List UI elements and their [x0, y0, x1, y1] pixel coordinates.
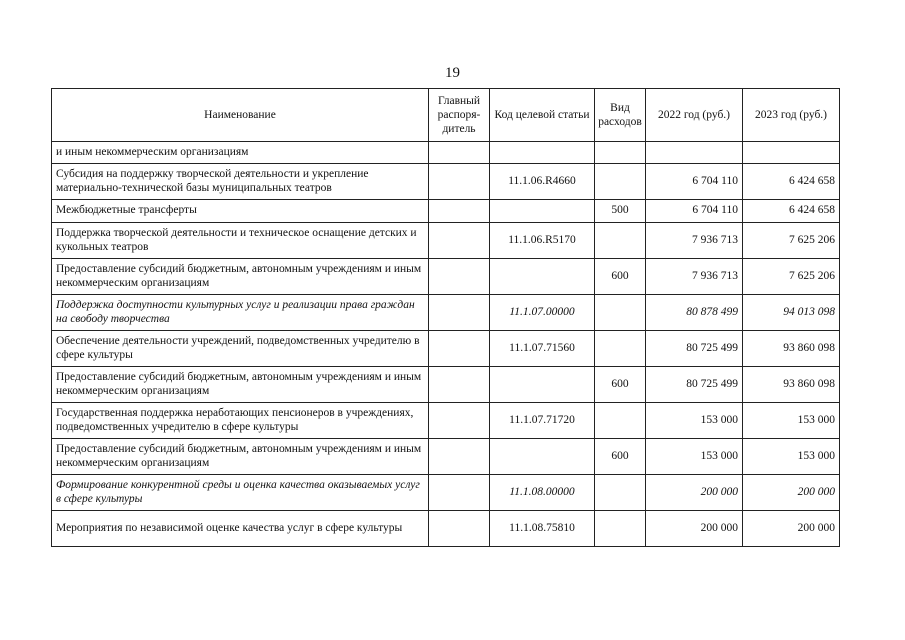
cell-year-2023: 94 013 098	[743, 295, 840, 331]
cell-year-2022: 200 000	[646, 511, 743, 547]
table-row	[52, 439, 840, 475]
cell-year-2022: 7 936 713	[646, 259, 743, 295]
table-row	[52, 142, 840, 164]
cell-target-code: 11.1.07.00000	[490, 295, 595, 331]
header-target-code: Код целевой статьи	[490, 89, 595, 142]
cell-target-code	[490, 200, 595, 223]
cell-main-manager	[429, 164, 490, 200]
header-main-manager: Главный распоря-дитель	[429, 89, 490, 142]
table-header-row	[52, 89, 840, 142]
cell-main-manager	[429, 511, 490, 547]
cell-expense-type	[595, 223, 646, 259]
cell-year-2023	[743, 142, 840, 164]
table-row	[52, 164, 840, 200]
cell-target-code: 11.1.07.71720	[490, 403, 595, 439]
cell-expense-type: 600	[595, 367, 646, 403]
table-row	[52, 511, 840, 547]
table-row	[52, 295, 840, 331]
cell-year-2022: 200 000	[646, 475, 743, 511]
cell-expense-type	[595, 475, 646, 511]
cell-year-2023: 200 000	[743, 475, 840, 511]
table-row	[52, 200, 840, 223]
cell-expense-type: 600	[595, 259, 646, 295]
cell-target-code: 11.1.07.71560	[490, 331, 595, 367]
cell-main-manager	[429, 367, 490, 403]
cell-name: Предоставление субсидий бюджетным, автономным учреждениям и иным некоммерческим организациям	[52, 259, 429, 295]
cell-year-2023: 153 000	[743, 403, 840, 439]
cell-main-manager	[429, 439, 490, 475]
cell-year-2022: 80 725 499	[646, 331, 743, 367]
page-number: 19	[445, 65, 460, 81]
table-row	[52, 403, 840, 439]
cell-main-manager	[429, 142, 490, 164]
cell-year-2023: 6 424 658	[743, 200, 840, 223]
header-year-2022: 2022 год (руб.)	[646, 89, 743, 142]
cell-year-2022	[646, 142, 743, 164]
cell-main-manager	[429, 223, 490, 259]
cell-target-code: 11.1.06.R5170	[490, 223, 595, 259]
table-row	[52, 259, 840, 295]
table-row	[52, 223, 840, 259]
cell-name: Государственная поддержка неработающих пенсионеров в учреждениях, подведомственных учредителю в сфере культуры	[52, 403, 429, 439]
cell-target-code: 11.1.08.00000	[490, 475, 595, 511]
table-row	[52, 367, 840, 403]
cell-main-manager	[429, 403, 490, 439]
cell-expense-type	[595, 142, 646, 164]
cell-target-code	[490, 142, 595, 164]
cell-main-manager	[429, 295, 490, 331]
cell-year-2022: 153 000	[646, 403, 743, 439]
cell-expense-type	[595, 511, 646, 547]
cell-name: Предоставление субсидий бюджетным, автономным учреждениям и иным некоммерческим организациям	[52, 367, 429, 403]
budget-table	[51, 88, 840, 547]
cell-year-2023: 153 000	[743, 439, 840, 475]
header-expense-type: Вид расходов	[595, 89, 646, 142]
cell-expense-type	[595, 295, 646, 331]
cell-main-manager	[429, 200, 490, 223]
cell-year-2022: 80 725 499	[646, 367, 743, 403]
cell-name: Поддержка доступности культурных услуг и реализации права граждан на свободу творчества	[52, 295, 429, 331]
cell-name: Предоставление субсидий бюджетным, автономным учреждениям и иным некоммерческим организациям	[52, 439, 429, 475]
cell-name: Субсидия на поддержку творческой деятельности и укрепление материально-технической базы муниципальных театров	[52, 164, 429, 200]
cell-target-code: 11.1.06.R4660	[490, 164, 595, 200]
cell-year-2023: 93 860 098	[743, 331, 840, 367]
table-row	[52, 475, 840, 511]
header-year-2023: 2023 год (руб.)	[743, 89, 840, 142]
cell-name: Обеспечение деятельности учреждений, подведомственных учредителю в сфере культуры	[52, 331, 429, 367]
cell-name: и иным некоммерческим организациям	[52, 142, 429, 164]
header-name: Наименование	[52, 89, 429, 142]
cell-target-code	[490, 439, 595, 475]
cell-year-2023: 93 860 098	[743, 367, 840, 403]
cell-main-manager	[429, 331, 490, 367]
cell-target-code	[490, 259, 595, 295]
cell-expense-type: 600	[595, 439, 646, 475]
cell-expense-type	[595, 403, 646, 439]
cell-main-manager	[429, 475, 490, 511]
cell-expense-type: 500	[595, 200, 646, 223]
cell-expense-type	[595, 331, 646, 367]
table-row	[52, 331, 840, 367]
cell-year-2023: 7 625 206	[743, 223, 840, 259]
cell-name: Формирование конкурентной среды и оценка качества оказываемых услуг в сфере культуры	[52, 475, 429, 511]
cell-expense-type	[595, 164, 646, 200]
cell-year-2022: 80 878 499	[646, 295, 743, 331]
cell-target-code	[490, 367, 595, 403]
cell-year-2022: 153 000	[646, 439, 743, 475]
cell-main-manager	[429, 259, 490, 295]
cell-year-2022: 6 704 110	[646, 164, 743, 200]
cell-target-code: 11.1.08.75810	[490, 511, 595, 547]
cell-year-2022: 6 704 110	[646, 200, 743, 223]
cell-name: Мероприятия по независимой оценке качества услуг в сфере культуры	[52, 511, 429, 547]
cell-year-2023: 6 424 658	[743, 164, 840, 200]
cell-year-2023: 7 625 206	[743, 259, 840, 295]
cell-name: Межбюджетные трансферты	[52, 200, 429, 223]
cell-year-2022: 7 936 713	[646, 223, 743, 259]
cell-year-2023: 200 000	[743, 511, 840, 547]
cell-name: Поддержка творческой деятельности и техническое оснащение детских и кукольных театров	[52, 223, 429, 259]
